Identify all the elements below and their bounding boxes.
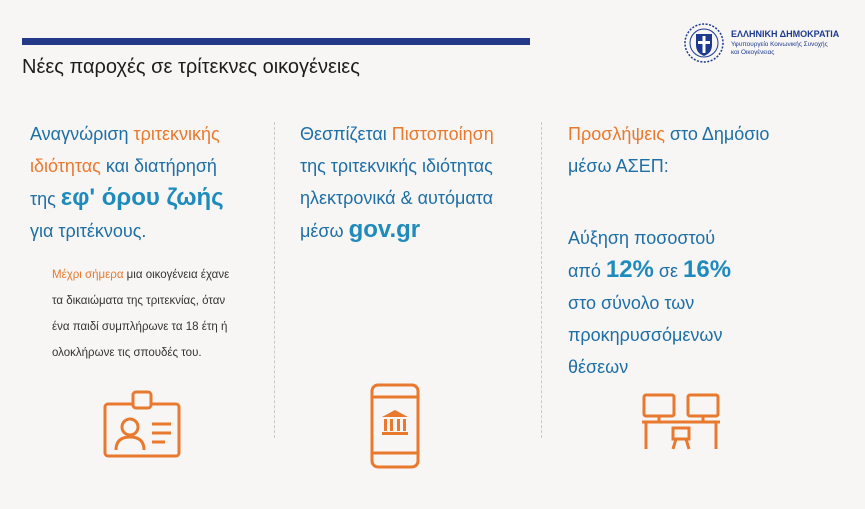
text-segment: Αναγνώριση: [30, 124, 134, 144]
note-line-2: τα δικαιώματα της τριτεκνίας, όταν: [52, 295, 226, 307]
note-line-1: [52, 262, 229, 288]
highlight-text: Προσλήψεις: [568, 124, 665, 144]
highlight-text: Μέχρι σήμερα: [52, 269, 124, 281]
text-segment: στο Δημόσιο: [664, 124, 770, 144]
logo-subtitle-line-2: και Οικογένειας: [731, 49, 775, 56]
heading-line-1: [30, 118, 224, 150]
logo-title: ΕΛΛΗΝΙΚΗ ΔΗΜΟΚΡΑΤΙΑ: [731, 29, 840, 39]
workstations-icon: [640, 393, 722, 451]
hellenic-emblem-icon: [683, 22, 725, 64]
highlight-percent: 12%: [605, 256, 654, 283]
heading-line-2: μέσω ΑΣΕΠ:: [568, 156, 669, 176]
text-segment: της: [30, 189, 61, 209]
benefit-recognition-note: [52, 262, 229, 366]
page-title: Νέες παροχές σε τρίτεκνες οικογένειες: [22, 56, 360, 78]
highlight-percent: 16%: [683, 256, 732, 283]
benefit-recognition-heading: [30, 118, 224, 247]
quota-line-5: θέσεων: [568, 357, 629, 377]
heading-line-1: [568, 118, 769, 150]
heading-line-4: [300, 214, 494, 247]
highlight-text: τριτεκνικής: [133, 124, 220, 144]
hiring-quota-text: [568, 222, 731, 383]
heading-line-3: [30, 182, 224, 215]
highlight-text: gov.gr: [348, 216, 421, 243]
heading-line-2: της τριτεκνικής ιδιότητας: [300, 156, 493, 176]
note-line-4: ολοκλήρωνε τις σπουδές του.: [52, 347, 202, 359]
text-segment: σε: [653, 261, 684, 281]
heading-line-4: για τριτέκνους.: [30, 221, 147, 241]
quota-line-1: Αύξηση ποσοστού: [568, 228, 716, 248]
government-logo: [683, 22, 853, 70]
quota-line-2: [568, 254, 731, 287]
column-divider-1: [274, 122, 275, 438]
text-segment: και διατήρησή: [100, 156, 217, 176]
heading-line-2: [30, 150, 224, 182]
column-divider-2: [541, 122, 542, 438]
quota-line-3: στο σύνολο των: [568, 293, 695, 313]
quota-line-4: προκηρυσσόμενων: [568, 325, 723, 345]
highlight-text: Πιστοποίηση: [391, 124, 494, 144]
title-underline-bar: [22, 38, 530, 45]
highlight-text: εφ' όρου ζωής: [60, 184, 224, 211]
certification-heading: [300, 118, 494, 247]
text-segment: από: [568, 261, 606, 281]
highlight-text: ιδιότητας: [30, 156, 101, 176]
text-segment: μέσω: [300, 221, 349, 241]
smartphone-government-icon: [370, 383, 420, 469]
hiring-heading: [568, 118, 769, 182]
heading-line-3: ηλεκτρονικά & αυτόματα: [300, 188, 493, 208]
heading-line-1: [300, 118, 494, 150]
text-segment: Θεσπίζεται: [300, 124, 392, 144]
note-line-3: ένα παιδί συμπλήρωνε τα 18 έτη ή: [52, 321, 228, 333]
text-segment: μια οικογένεια έχανε: [123, 269, 230, 281]
logo-subtitle-line-1: Υφυπουργείο Κοινωνικής Συνοχής: [731, 41, 828, 48]
logo-subtitle: [731, 41, 851, 57]
id-badge-icon: [103, 390, 181, 458]
